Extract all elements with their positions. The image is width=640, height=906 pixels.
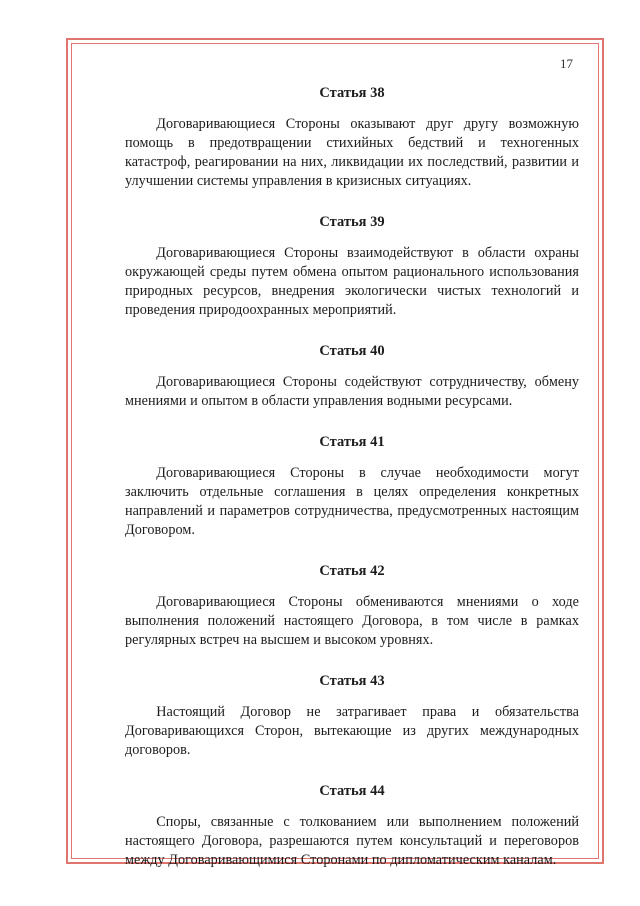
article-44: [125, 782, 579, 870]
article-text: Договаривающиеся Стороны обмениваются мнениями о ходе выполнения положений настоящего Договора, в том числе в рамках регулярных встреч на высшем и высоком уровнях.: [125, 594, 579, 648]
article-title: Статья 44: [319, 783, 385, 799]
article-text: Договаривающиеся Стороны в случае необходимости могут заключить отдельные соглашения в целях определения конкретных направлений и параметров сотрудничества, предусмотренных настоящим Договором.: [125, 465, 579, 538]
article-text: Настоящий Договор не затрагивает права и обязательства Договаривающихся Сторон, вытекающие из других международных договоров.: [125, 704, 579, 758]
article-42: [125, 562, 579, 650]
article-text: Договаривающиеся Стороны содействуют сотрудничеству, обмену мнениями и опытом в области управления водными ресурсами.: [125, 374, 579, 409]
article-39: [125, 213, 579, 320]
article-title: Статья 39: [319, 214, 385, 230]
article-40: [125, 342, 579, 411]
article-title: Статья 41: [319, 434, 385, 450]
article-title: Статья 38: [319, 85, 385, 101]
article-title: Статья 40: [319, 343, 385, 359]
article-title: Статья 43: [319, 673, 385, 689]
article-text: Договаривающиеся Стороны оказывают друг другу возможную помощь в предотвращении стихийных бедствий и техногенных катастроф, реагировании на них, ликвидации их последствий, развитии и улучшении системы управления в кризисных ситуациях.: [125, 116, 579, 189]
article-41: [125, 433, 579, 540]
article-title: Статья 42: [319, 563, 385, 579]
article-38: [125, 84, 579, 191]
document-body: [125, 84, 579, 892]
article-43: [125, 672, 579, 760]
article-text: Договаривающиеся Стороны взаимодействуют в области охраны окружающей среды путем обмена опытом рационального использования природных ресурсов, внедрения экологически чистых технологий и проведения природоохранных мероприятий.: [125, 245, 579, 318]
page-number: 17: [560, 56, 573, 71]
article-text: Споры, связанные с толкованием или выполнением положений настоящего Договора, разрешаются путем консультаций и переговоров между Договаривающимися Сторонами по дипломатическим каналам.: [125, 814, 579, 868]
